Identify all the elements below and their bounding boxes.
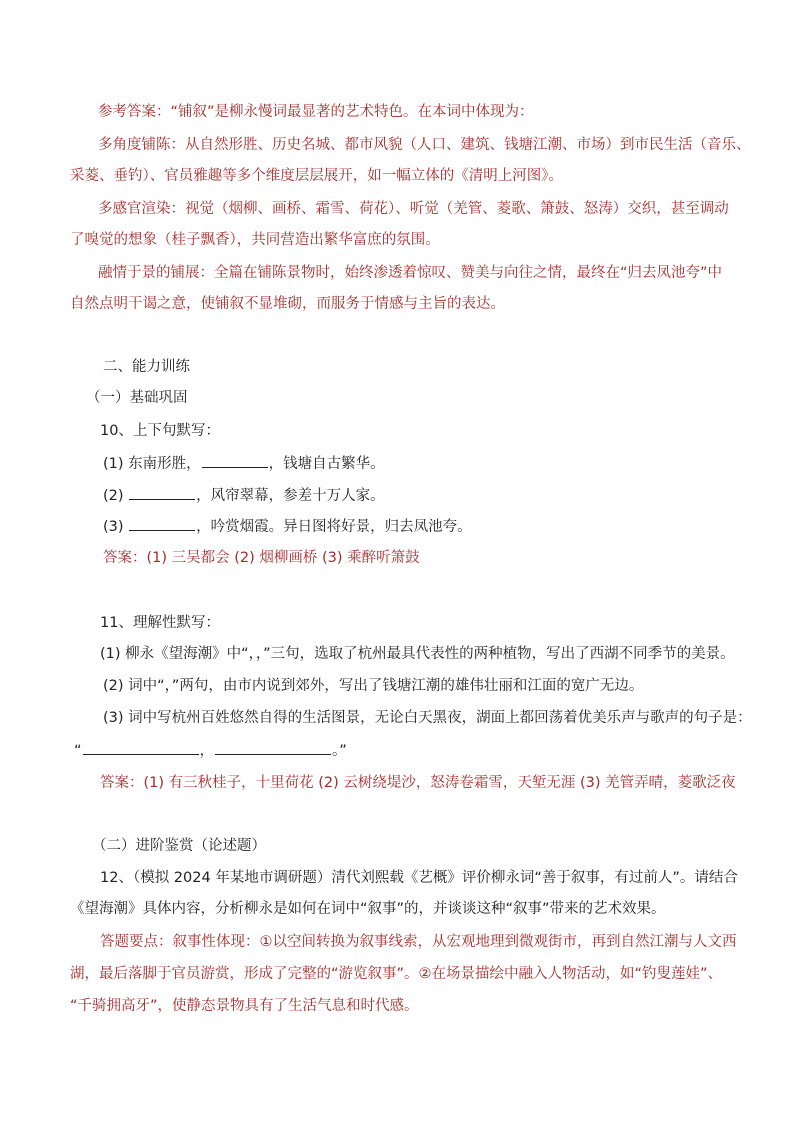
fill-blank <box>129 516 195 531</box>
point-1-line-2: 采菱、垂钓）、官员雅趣等多个维度层层展开，如一幅立体的《清明上河图》。 <box>70 168 563 184</box>
q10-item-3-suffix: ，吟赏烟霞。异日图将好景，归去凤池夸。 <box>196 519 472 535</box>
point-3-text: 全篇在铺陈景物时，始终渗透着惊叹、赞美与向往之情，最终在“归去凤池夸”中 <box>214 265 723 281</box>
q10-item-1-prefix: (1) 东南形胜， <box>103 456 201 472</box>
q10-item-1-suffix: ，钱塘自古繁华。 <box>268 456 385 472</box>
q11-answer: 答案：(1) 有三秋桂子，十里荷花 (2) 云树绕堤沙，怒涛卷霜雪，天堑无涯 (3) 羌管弄晴，菱歌泛夜 <box>100 775 736 791</box>
point-1-line-1 <box>98 135 751 155</box>
point-1-label: 多角度铺陈： <box>98 137 185 153</box>
mid-comma: ， <box>199 743 215 759</box>
point-3-line-2: 自然点明干谒之意，使铺叙不显堆砌，而服务于情感与主旨的表达。 <box>70 296 505 312</box>
fill-blank <box>83 740 199 755</box>
q10-item-2 <box>103 485 385 506</box>
point-3-label: 融情于景的铺展： <box>98 265 214 281</box>
open-quote: “ <box>74 743 82 759</box>
q11-item-1: (1) 柳永《望海潮》中“，，”三句，选取了杭州最具代表性的两种植物，写出了西湖不同季节的美景。 <box>100 646 735 662</box>
point-2-line-2: 了嗅觉的想象（桂子飘香），共同营造出繁华富庶的氛围。 <box>70 232 440 248</box>
point-1-text: 从自然形胜、历史名城、都市风貌（人口、建筑、钱塘江潮、市场）到市民生活（音乐、 <box>185 137 751 153</box>
q12-answer-line-2: 湖，最后落脚于官员游赏，形成了完整的“游览叙事”。②在场景描绘中融入人物活动，如“钓叟莲娃”、 <box>70 966 723 982</box>
point-3-line-1 <box>98 263 722 283</box>
sub-heading-advanced: （二）进阶鉴赏（论述题） <box>92 838 266 854</box>
fill-blank <box>202 453 268 468</box>
fill-blank <box>215 740 331 755</box>
point-2-label: 多感官渲染： <box>98 201 185 217</box>
q10-item-2-prefix: (2) <box>103 488 129 504</box>
point-2-line-1 <box>98 199 729 219</box>
q11-item-3-blanks <box>74 740 347 761</box>
q12-line-2: 《望海潮》具体内容，分析柳永是如何在词中“叙事”的，并谈谈这种“叙事”带来的艺术效果。 <box>70 901 666 917</box>
q10-item-3-prefix: (3) <box>103 519 129 535</box>
q10-answer: 答案：(1) 三吴都会 (2) 烟柳画桥 (3) 乘醉听箫鼓 <box>103 550 420 566</box>
q10-item-1 <box>103 453 385 474</box>
q12-answer-line-1: 答题要点：叙事性体现：①以空间转换为叙事线索，从宏观地理到微观街市，再到自然江潮与人文西 <box>100 934 737 950</box>
close-quote: 。” <box>332 743 347 759</box>
q12-line-1: 12、（模拟 2024 年某地市调研题）清代刘熙载《艺概》评价柳永词“善于叙事，有过前人”。请结合 <box>100 870 738 886</box>
q10-item-3 <box>103 516 472 537</box>
point-2-text: 视觉（烟柳、画桥、霜雪、荷花）、听觉（羌管、菱歌、箫鼓、怒涛）交织，甚至调动 <box>185 201 729 217</box>
q11-item-2: (2) 词中“，”两句，由市内说到郊外，写出了钱塘江潮的雄伟壮丽和江面的宽广无边。 <box>103 678 644 694</box>
answer-intro: 参考答案：“铺叙”是柳永慢词最显著的艺术特色。在本词中体现为： <box>98 104 534 120</box>
q10-title: 10、上下句默写： <box>100 423 220 439</box>
fill-blank <box>129 485 195 500</box>
q11-item-3: (3) 词中写杭州百姓悠然自得的生活图景，无论白天黑夜，湖面上都回荡着优美乐声与歌声的句子是： <box>103 710 752 726</box>
sub-heading-basic: （一）基础巩固 <box>86 390 188 406</box>
q12-answer-line-3: “千骑拥高牙”，使静态景物具有了生活气息和时代感。 <box>70 998 419 1014</box>
q11-title: 11、理解性默写： <box>100 615 220 631</box>
q10-item-2-suffix: ，风帘翠幕，参差十万人家。 <box>196 488 385 504</box>
section-heading: 二、能力训练 <box>103 359 190 375</box>
